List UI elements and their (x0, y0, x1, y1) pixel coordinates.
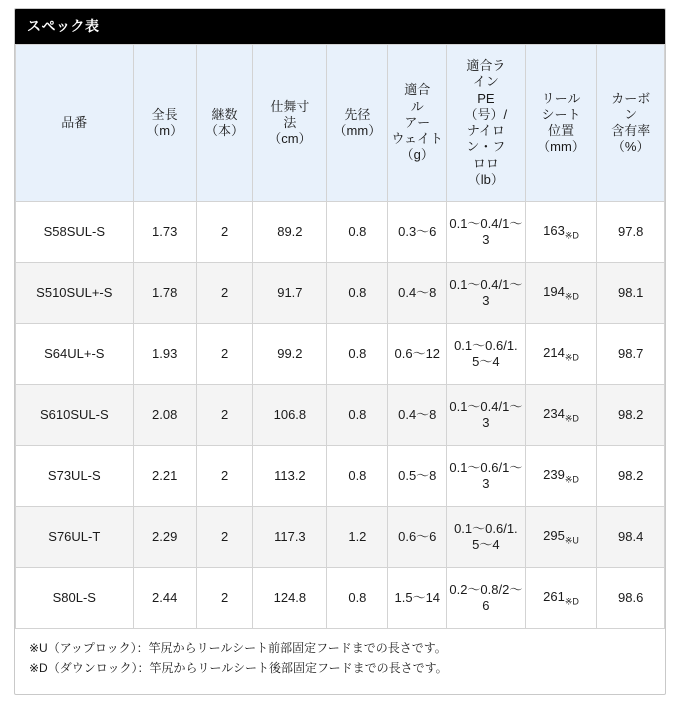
cell-lure-weight: 0.3〜6 (388, 202, 447, 263)
table-body (16, 202, 665, 629)
reel-seat-mark: ※D (564, 352, 579, 363)
header-line: イン (472, 74, 499, 90)
cell-pieces: 2 (196, 324, 253, 385)
header-line: （号）/ (464, 106, 508, 122)
column-header-closed-length (253, 45, 327, 202)
header-line: ン (624, 106, 638, 122)
cell-closed-length: 99.2 (253, 324, 327, 385)
table-notes (15, 629, 665, 685)
cell-carbon-content: 97.8 (597, 202, 665, 263)
header-line: 仕舞寸 (270, 98, 310, 114)
cell-reel-seat-position (525, 507, 597, 568)
reel-seat-mark: ※D (564, 230, 579, 241)
cell-tip-diameter: 0.8 (327, 568, 388, 629)
cell-tip-diameter: 1.2 (327, 507, 388, 568)
table-row (16, 263, 665, 324)
cell-model: S73UL-S (16, 446, 134, 507)
header-line: （mm） (537, 139, 585, 155)
header-line: （%） (611, 139, 650, 155)
cell-line: 0.2〜0.8/2〜6 (447, 568, 525, 629)
cell-pieces: 2 (196, 507, 253, 568)
cell-carbon-content: 98.1 (597, 263, 665, 324)
cell-carbon-content: 98.6 (597, 568, 665, 629)
reel-seat-value: 214 (543, 344, 565, 360)
column-header-reel-seat-position (525, 45, 597, 202)
cell-reel-seat-position (525, 202, 597, 263)
cell-closed-length: 124.8 (253, 568, 327, 629)
cell-pieces: 2 (196, 263, 253, 324)
header-line: 位置 (547, 123, 574, 138)
cell-tip-diameter: 0.8 (327, 263, 388, 324)
header-line: PE (477, 90, 495, 106)
cell-model: S58SUL-S (16, 202, 134, 263)
cell-reel-seat-position (525, 446, 597, 507)
spec-table (15, 44, 665, 629)
header-line: ウェイト (391, 131, 444, 147)
table-row (16, 385, 665, 446)
cell-line: 0.1〜0.6/1〜3 (447, 446, 525, 507)
reel-seat-mark: ※D (564, 474, 579, 485)
header-line: カーボ (611, 90, 651, 106)
column-header-length (133, 45, 196, 202)
table-row (16, 568, 665, 629)
header-line: （mm） (333, 123, 382, 138)
reel-seat-value: 163 (543, 222, 565, 238)
cell-pieces: 2 (196, 568, 253, 629)
cell-line: 0.1〜0.6/1.5〜4 (447, 324, 525, 385)
column-header-lure-weight (388, 45, 447, 202)
cell-carbon-content: 98.7 (597, 324, 665, 385)
header-line: 適合ラ (466, 58, 506, 73)
cell-tip-diameter: 0.8 (327, 446, 388, 507)
header-line: リール (541, 90, 581, 106)
cell-lure-weight: 0.4〜8 (388, 385, 447, 446)
header-line: 先径 (344, 106, 371, 122)
cell-reel-seat-position (525, 263, 597, 324)
header-line: ル (410, 98, 424, 114)
reel-seat-value: 194 (543, 283, 565, 299)
cell-carbon-content: 98.4 (597, 507, 665, 568)
reel-seat-value: 261 (543, 588, 565, 604)
header-line: （lb） (467, 171, 504, 187)
table-header-row (16, 45, 665, 202)
header-line: ン・フ (466, 139, 506, 155)
cell-length: 1.93 (133, 324, 196, 385)
header-line: アー (404, 114, 431, 130)
header-line: （m） (146, 123, 184, 138)
cell-model: S64UL+-S (16, 324, 134, 385)
cell-lure-weight: 0.6〜6 (388, 507, 447, 568)
cell-reel-seat-position (525, 568, 597, 629)
cell-lure-weight: 1.5〜14 (388, 568, 447, 629)
column-header-model (16, 45, 134, 202)
reel-seat-mark: ※U (564, 535, 579, 546)
cell-length: 2.08 (133, 385, 196, 446)
table-row (16, 202, 665, 263)
table-row (16, 507, 665, 568)
header-line: 品番 (61, 114, 88, 130)
cell-closed-length: 106.8 (253, 385, 327, 446)
reel-seat-value: 239 (543, 466, 565, 482)
column-header-tip-diameter (327, 45, 388, 202)
header-line: 継数 (211, 106, 238, 122)
cell-model: S76UL-T (16, 507, 134, 568)
header-line: 法 (283, 114, 297, 130)
cell-length: 2.21 (133, 446, 196, 507)
cell-line: 0.1〜0.6/1.5〜4 (447, 507, 525, 568)
header-line: シート (541, 106, 581, 122)
note-downlock: ※D（ダウンロック）：竿尻からリールシート後部固定フードまでの長さです。 (29, 660, 448, 675)
spec-card (14, 8, 666, 695)
cell-length: 1.73 (133, 202, 196, 263)
table-row (16, 446, 665, 507)
table-row (16, 324, 665, 385)
cell-reel-seat-position (525, 385, 597, 446)
cell-lure-weight: 0.5〜8 (388, 446, 447, 507)
column-header-pieces (196, 45, 253, 202)
header-line: ナイロ (466, 123, 505, 138)
table-header (16, 45, 665, 202)
cell-lure-weight: 0.6〜12 (388, 324, 447, 385)
cell-closed-length: 113.2 (253, 446, 327, 507)
cell-line: 0.1〜0.4/1〜3 (447, 385, 525, 446)
cell-closed-length: 117.3 (253, 507, 327, 568)
spec-title: スペック表 (15, 9, 665, 44)
reel-seat-value: 295 (543, 527, 565, 543)
reel-seat-mark: ※D (564, 291, 579, 302)
column-header-carbon-content (597, 45, 665, 202)
cell-line: 0.1〜0.4/1〜3 (447, 202, 525, 263)
reel-seat-mark: ※D (564, 413, 579, 424)
header-line: （本） (205, 123, 245, 138)
cell-model: S510SUL+-S (16, 263, 134, 324)
cell-model: S610SUL-S (16, 385, 134, 446)
header-line: 適合 (404, 82, 431, 98)
note-uplock: ※U（アップロック）：竿尻からリールシート前部固定フードまでの長さです。 (29, 641, 447, 655)
cell-closed-length: 89.2 (253, 202, 327, 263)
cell-pieces: 2 (196, 385, 253, 446)
cell-length: 2.44 (133, 568, 196, 629)
cell-tip-diameter: 0.8 (327, 385, 388, 446)
cell-pieces: 2 (196, 446, 253, 507)
cell-reel-seat-position (525, 324, 597, 385)
header-line: 含有率 (611, 123, 651, 138)
cell-pieces: 2 (196, 202, 253, 263)
cell-line: 0.1〜0.4/1〜3 (447, 263, 525, 324)
cell-carbon-content: 98.2 (597, 385, 665, 446)
header-line: ロロ (472, 155, 499, 171)
cell-length: 1.78 (133, 263, 196, 324)
reel-seat-value: 234 (543, 405, 565, 421)
cell-tip-diameter: 0.8 (327, 202, 388, 263)
header-line: 全長 (151, 106, 178, 122)
column-header-line (447, 45, 525, 202)
header-line: （g） (400, 147, 434, 163)
cell-lure-weight: 0.4〜8 (388, 263, 447, 324)
cell-length: 2.29 (133, 507, 196, 568)
cell-tip-diameter: 0.8 (327, 324, 388, 385)
cell-closed-length: 91.7 (253, 263, 327, 324)
cell-model: S80L-S (16, 568, 134, 629)
cell-carbon-content: 98.2 (597, 446, 665, 507)
reel-seat-mark: ※D (564, 596, 579, 607)
header-line: （cm） (268, 131, 312, 147)
